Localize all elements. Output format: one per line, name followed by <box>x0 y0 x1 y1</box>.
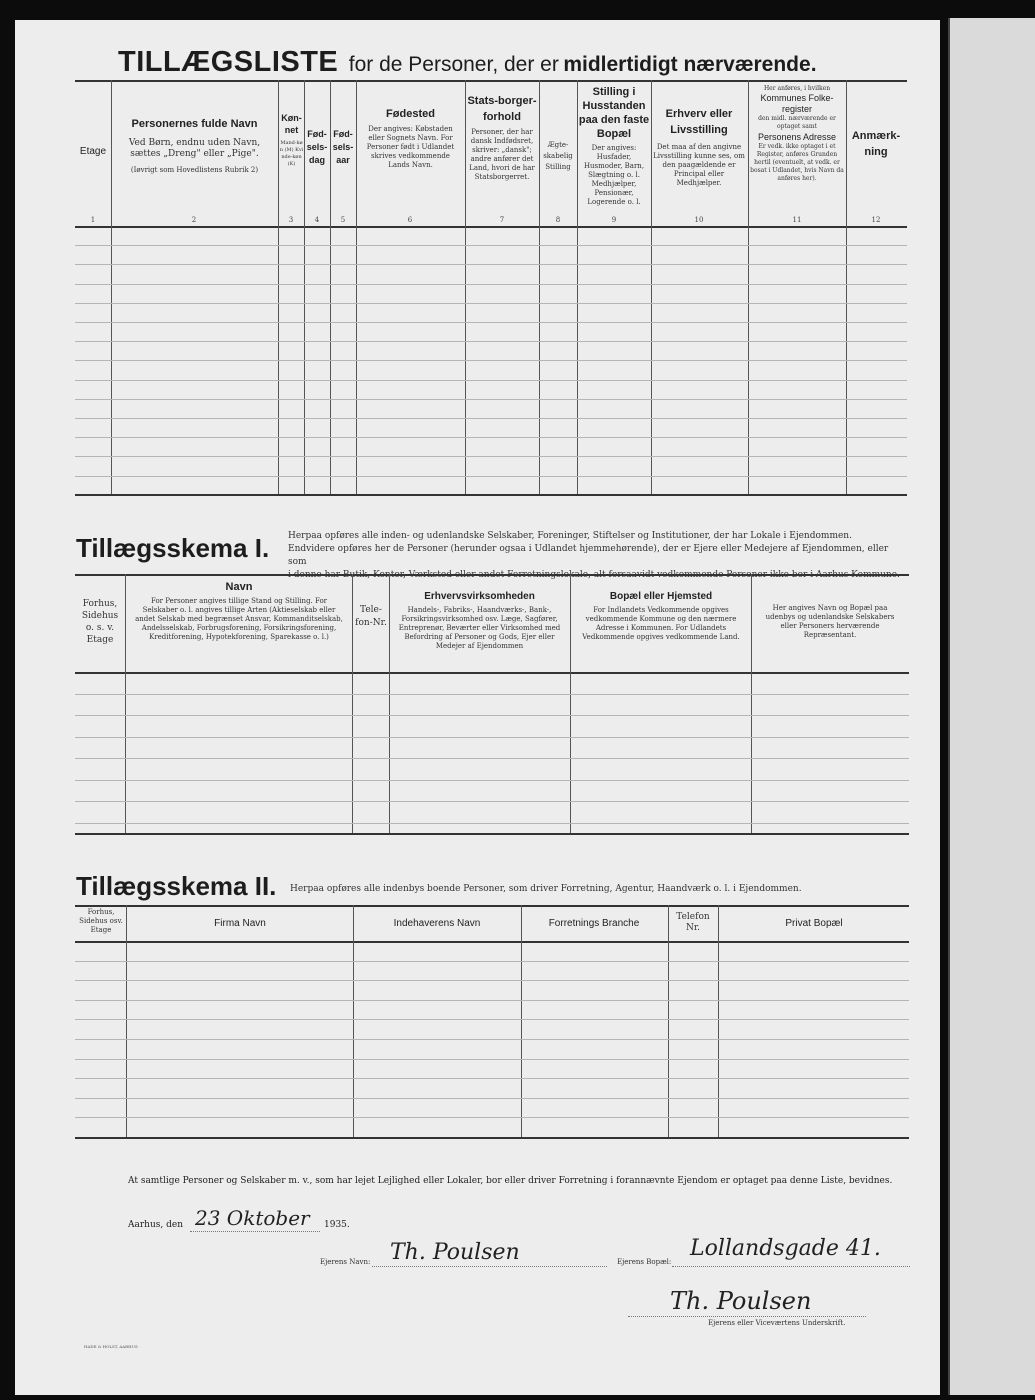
col6-note: Der angives: Købstaden eller Sognets Navn. For Personer født i Udlandet skrives vedkommende Lands Navn. <box>366 125 455 169</box>
skema2-bottom-rule <box>75 1137 909 1139</box>
skema1-top-rule <box>75 574 909 576</box>
skema1-col-navn-block <box>127 581 351 642</box>
owner-address-label: Ejerens Bopæl: <box>617 1258 672 1266</box>
table-row <box>75 418 907 419</box>
main-table-header-rule <box>75 226 907 228</box>
column-number: 12 <box>871 216 881 224</box>
skema2-title: Tillægsskema II. <box>76 871 277 901</box>
col11-header-block <box>749 84 845 183</box>
skema2-header-rule <box>75 941 909 943</box>
column-number: 4 <box>314 216 320 224</box>
skema1-col-bopael-note: For Indlandets Vedkommende opgives vedkommende Kommune og den nærmere Adresse i Kommunen. For Udlandets Vedkommende opgives vedkommende Land. <box>582 606 740 641</box>
skema2-column-divider <box>353 905 354 1137</box>
owner-name-line <box>372 1266 607 1267</box>
col9-note: Der angives: Husfader, Husmoder, Barn, Slægtning o. l. Medhjælper, Pensionær, Logerende o. l. <box>583 144 645 206</box>
skema1-col-etage: Forhus, Sidehus o. s. v. Etage <box>81 599 119 645</box>
signature-line <box>628 1316 866 1317</box>
skema1-bottom-rule <box>75 833 909 835</box>
column-number: 10 <box>694 216 704 224</box>
col3-header: Køn-net <box>281 113 302 135</box>
owner-name-label: Ejerens Navn: <box>320 1258 371 1266</box>
col2-header-block <box>112 118 277 174</box>
main-title <box>118 46 817 79</box>
table-row <box>75 360 907 361</box>
col7-header-block <box>466 93 538 182</box>
skema1-col-erhverv: Erhvervsvirksomheden <box>424 591 535 602</box>
skema1-column-divider <box>570 574 571 833</box>
table-row <box>75 1078 909 1079</box>
table-row <box>75 284 907 285</box>
skema1-col-bopael: Bopæl eller Hjemsted <box>609 591 713 602</box>
skema1-desc-line3: i denne har Butik, Kontor, Værksted eller andet Forretningslokale, alt forsaavidt vedkommende Personer ikke bor i Aarhus Kommune. <box>288 570 900 580</box>
table-row <box>75 1117 909 1118</box>
owner-address-handwritten: Lollandsgade 41. <box>690 1236 881 1261</box>
table-row <box>75 380 907 381</box>
table-row <box>75 1000 909 1001</box>
printer-mark: HADE & HOLST, AARHUS <box>84 1344 138 1349</box>
skema1-col-erhverv-block <box>391 591 568 651</box>
skema2-column-divider <box>126 905 127 1137</box>
skema2-col-firma: Firma Navn <box>214 918 266 929</box>
col2-header: Personernes fulde Navn <box>131 118 258 130</box>
table-row <box>75 399 907 400</box>
column-number: 6 <box>407 216 413 224</box>
skema1-header-rule <box>75 672 909 674</box>
skema1-column-divider <box>751 574 752 833</box>
table-row <box>75 341 907 342</box>
main-table-bottom-rule <box>75 494 907 496</box>
col5-header: Fød-sels-aar <box>332 129 354 165</box>
col11-note2: Er vedk. ikke optaget i et Register, anføres Grunden hertil (eventuelt, at vedk. er bosat i Udlandet, hvis Navn da anføres her). <box>750 143 844 182</box>
signature-label: Ejerens eller Viceværtens Underskrift. <box>708 1319 846 1327</box>
col12-header: Anmærk-ning <box>851 130 901 158</box>
column-number: 11 <box>792 216 802 224</box>
main-title-bold: midlertidigt nærværende. <box>563 53 817 76</box>
skema1-col-navn-note: For Personer angives tillige Stand og Stilling. For Selskaber o. l. angives tillige Arten (Aktieselskab eller andet Selskab med begrænset Ansvar, Kommanditselskab, Andelsselskab, Forbrugsforening, Forsikringsforening, Kreditforening, Hypotekforening, Sparekasse o. l.) <box>135 597 343 641</box>
table-row <box>75 456 907 457</box>
col7-note: Personer, der har dansk Indfødsret, skriver: „dansk"; andre anfører det Land, hvori de har Statsborgerret. <box>469 128 535 181</box>
table-row <box>75 961 909 962</box>
skema1-desc-line2: Endvidere opføres her de Personer (herunder ogsaa i Udlandet hjemmehørende), der er Ejere eller Medejere af Ejendommen, eller som <box>288 544 889 567</box>
col8-header-block <box>540 140 576 173</box>
table-row <box>75 245 907 246</box>
skema1-col-bopael-block <box>572 591 750 642</box>
table-row <box>75 780 909 781</box>
table-row <box>75 737 909 738</box>
skema1-desc-line1: Herpaa opføres alle inden- og udenlandske Selskaber, Foreninger, Stiftelser og Institutioner, der har Lokale i Ejendommen. <box>288 531 852 541</box>
table-row <box>75 437 907 438</box>
column-number: 8 <box>555 216 561 224</box>
skema1-col-navn: Navn <box>225 581 253 593</box>
table-row <box>75 264 907 265</box>
col7-header: Stats-borger-forhold <box>467 95 537 123</box>
table-row <box>75 303 907 304</box>
main-table-top-rule <box>75 80 907 82</box>
skema2-column-divider <box>668 905 669 1137</box>
col3-header-block <box>279 112 304 168</box>
main-title-big: TILLÆGSLISTE <box>118 46 339 78</box>
skema1-col-rep: Her angives Navn og Bopæl paa udenbys og udenlandske Selskabers eller Personers herværende Repræsentant. <box>765 604 895 639</box>
table-row <box>75 1039 909 1040</box>
table-row <box>75 476 907 477</box>
skema1-col-telefon: Tele-fon-Nr. <box>355 605 387 628</box>
col10-header: Erhverv eller Livsstilling <box>665 108 733 136</box>
col11-header2: Personens Adresse <box>757 132 837 142</box>
col10-note: Det maa af den angivne Livsstilling kunne ses, om den paagældende er Principal eller Medhjælper. <box>653 143 745 187</box>
table-row <box>75 1098 909 1099</box>
skema1-column-divider <box>352 574 353 833</box>
date-line <box>190 1231 320 1232</box>
skema2-col-telefon: Telefon Nr. <box>676 912 710 933</box>
table-row <box>75 980 909 981</box>
table-row <box>75 715 909 716</box>
skema1-title: Tillægsskema I. <box>76 533 270 563</box>
skema1-column-divider <box>389 574 390 833</box>
owner-address-line <box>672 1266 910 1267</box>
next-page-edge <box>948 18 1035 1395</box>
column-number: 3 <box>288 216 294 224</box>
col1-header: Etage <box>79 146 107 157</box>
owner-name-handwritten: Th. Poulsen <box>390 1240 520 1265</box>
col11-note: den midl. nærværende er optaget samt <box>758 115 836 130</box>
col11-pre: Her anføres, i hvilken <box>763 85 831 92</box>
column-number: 2 <box>191 216 197 224</box>
skema2-desc: Herpaa opføres alle indenbys boende Personer, som driver Forretning, Agentur, Haandværk o. l. i Ejendommen. <box>290 884 802 894</box>
column-number: 7 <box>499 216 505 224</box>
col8-note: Ægte-skabelig Stilling <box>543 141 573 171</box>
date-handwritten: 23 Oktober <box>195 1206 310 1230</box>
col10-header-block <box>652 106 746 188</box>
col4-header: Fød-sels-dag <box>306 129 328 165</box>
table-row <box>75 758 909 759</box>
col2-note2: (Iøvrigt som Hovedlistens Rubrik 2) <box>130 166 259 174</box>
table-row <box>75 823 909 824</box>
column-number: 1 <box>90 216 96 224</box>
skema2-col-indehaver: Indehaverens Navn <box>393 918 481 929</box>
column-number: 9 <box>611 216 617 224</box>
skema1-col-rep-block <box>760 604 900 640</box>
table-row <box>75 1019 909 1020</box>
col3-note: Mand-køn (M) Kvinde-køn (K) <box>279 140 304 167</box>
skema1-col-erhverv-note: Handels-, Fabriks-, Haandværks-, Bank-, Forsikringsvirksomhed osv. Læge, Sagfører, Entreprenør, Beværter eller Virksomhed med Befordring af Personer og Gods, Ejer eller Medejer af Ejendommen <box>398 606 561 650</box>
table-row <box>75 801 909 802</box>
col6-header: Fødested <box>386 108 435 120</box>
table-row <box>75 694 909 695</box>
col11-header: Kommunes Folke-register <box>760 93 834 114</box>
col9-header: Stilling i Husstanden paa den faste Bopæl <box>578 86 650 140</box>
skema2-column-divider <box>521 905 522 1137</box>
skema2-top-rule <box>75 905 909 907</box>
skema2-col-branche: Forretnings Branche <box>548 918 640 929</box>
column-number: 5 <box>340 216 346 224</box>
signature-handwritten: Th. Poulsen <box>670 1287 812 1315</box>
col6-header-block <box>357 108 464 170</box>
col2-note: Ved Børn, endnu uden Navn, sættes „Dreng" eller „Pige". <box>128 138 261 159</box>
col9-header-block <box>578 85 650 207</box>
main-title-rest: for de Personer, der er <box>348 53 559 76</box>
table-row <box>75 322 907 323</box>
skema1-column-divider <box>125 574 126 833</box>
skema2-col-bopael: Privat Bopæl <box>785 918 843 929</box>
skema2-col-etage: Forhus, Sidehus osv. Etage <box>79 908 123 934</box>
skema2-column-divider <box>718 905 719 1137</box>
certification-text: At samtlige Personer og Selskaber m. v., som har lejet Lejlighed eller Lokaler, bor eller driver Forretning i forannævnte Ejendom er optaget paa denne Liste, bevidnes. <box>128 1176 893 1186</box>
place-label: Aarhus, den <box>128 1220 183 1230</box>
table-row <box>75 1059 909 1060</box>
year-label: 1935. <box>324 1220 350 1230</box>
